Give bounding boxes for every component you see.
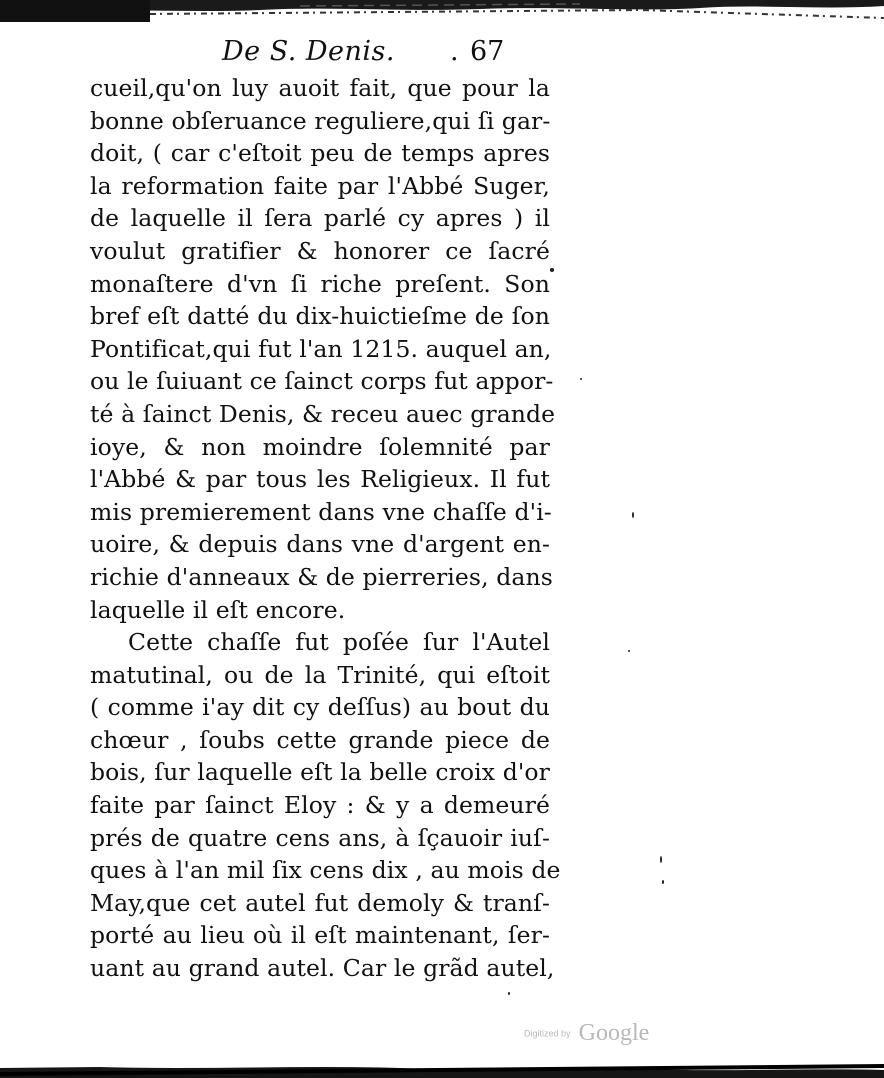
scan-speck: [632, 512, 634, 518]
digitized-by-google-watermark: [524, 1020, 649, 1050]
text-line: ques à l'an mil ſix cens dix , au mois de: [90, 856, 561, 885]
text-line: bois, ſur laquelle eſt la belle croix d'or: [90, 758, 551, 787]
scan-speck: [662, 880, 664, 884]
text-line: ou le ſuiuant ce ſainct corps fut appor-: [90, 367, 554, 396]
running-head: [222, 36, 552, 76]
text-line: Pontificat,qui fut l'an 1215. auquel an,: [90, 334, 552, 363]
page-number: 67: [470, 36, 505, 67]
running-title: De S. Denis.: [222, 36, 395, 67]
google-logo-text: Google: [578, 1020, 650, 1046]
watermark-prefix: Digitized by: [524, 1028, 571, 1039]
text-line: chœur , ſoubs cette grande piece de: [90, 725, 550, 754]
text-line: bref eſt datté du dix-huictieſme de ſon: [90, 302, 550, 331]
text-line: matutinal, ou de la Trinité, qui eſtoit: [90, 660, 550, 689]
scan-speck: [550, 268, 554, 272]
text-line: ioye, & non moindre ſolemnité par: [90, 432, 550, 461]
text-line: té à ſainct Denis, & receu auec grande: [90, 399, 556, 428]
text-line: la reformation faite par l'Abbé Suger,: [90, 171, 550, 200]
text-line: May,que cet autel fut demoly & tranſ-: [90, 888, 550, 917]
text-line: faite par ſainct Eloy : & y a demeuré: [90, 791, 550, 820]
running-head-dot: .: [450, 36, 459, 67]
scan-speck: [580, 378, 582, 380]
text-line: uant au grand autel. Car le grãd autel,: [90, 954, 555, 983]
text-line: Cette chaſſe fut poſée ſur l'Autel: [128, 628, 550, 657]
text-line: cueil,qu'on luy auoit fait, que pour la: [90, 74, 550, 102]
text-line: voulut gratifier & honorer ce ſacré: [90, 236, 550, 265]
scan-speck: [660, 856, 662, 863]
text-line: richie d'anneaux & de pierreries, dans: [90, 562, 553, 591]
text-line: prés de quatre cens ans, à ſçauoir iuſ-: [90, 823, 550, 852]
text-line: uoire, & depuis dans vne d'argent en-: [90, 530, 550, 559]
text-line: l'Abbé & par tous les Religieux. Il fut: [90, 465, 550, 494]
text-line: monaſtere d'vn ſi riche preſent. Son: [90, 269, 550, 298]
text-line: laquelle il eſt encore.: [90, 595, 346, 624]
text-line: doit, ( car c'eſtoit peu de temps apres: [90, 139, 550, 168]
text-line: de laquelle il ſera parlé cy apres ) il: [90, 204, 550, 233]
body-text: [90, 72, 561, 985]
text-line: bonne obſeruance reguliere,qui ſi gar-: [90, 106, 551, 135]
text-line: ( comme i'ay dit cy deſſus) au bout du: [90, 693, 550, 722]
text-line: porté au lieu où il eſt maintenant, ſer-: [90, 921, 550, 950]
page-bottom-edge: [0, 1052, 884, 1078]
text-line: mis premierement dans vne chaſſe d'i-: [90, 497, 552, 526]
scan-speck: [508, 992, 510, 995]
page-top-edge: [0, 0, 884, 28]
scan-speck: [628, 650, 630, 652]
